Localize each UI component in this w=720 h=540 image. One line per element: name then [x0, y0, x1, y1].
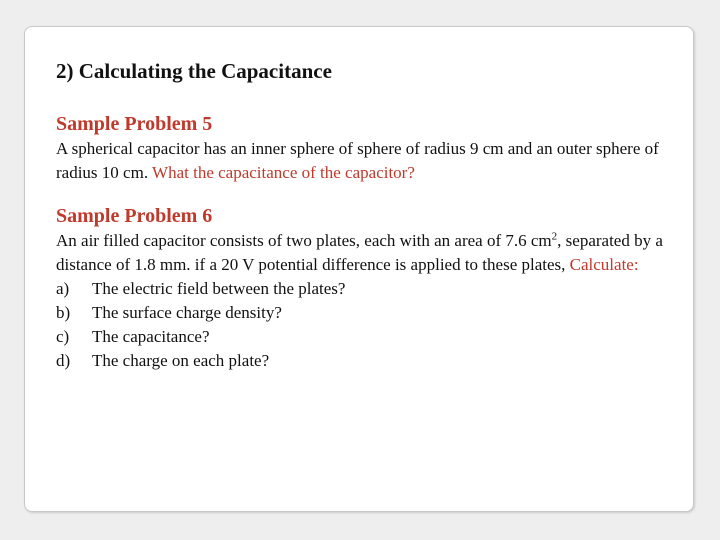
problem-5-heading: Sample Problem 5	[56, 113, 213, 135]
list-marker: a)	[56, 279, 70, 298]
slide-content	[56, 57, 696, 373]
list-item-text: The charge on each plate?	[92, 351, 270, 370]
problem-5-question: What the capacitance of the capacitor?	[152, 163, 415, 182]
problem-6-heading: Sample Problem 6	[56, 205, 213, 227]
list-item	[56, 301, 696, 325]
problem-6-statement-start: An air filled capacitor consists of two plates, each with an area of 7.6 cm	[56, 231, 552, 250]
problem-6-text	[56, 229, 696, 277]
slide-title: 2) Calculating the Capacitance	[56, 59, 332, 83]
list-marker: d)	[56, 351, 71, 370]
problem-6-statement-end: , separated by a distance of 1.8 mm. if a 20 V potential difference is applied to these plates,	[56, 231, 663, 274]
slide-frame	[24, 26, 694, 512]
problem-6-instruction: Calculate:	[569, 255, 639, 274]
list-item	[56, 325, 696, 349]
list-marker: b)	[56, 303, 71, 322]
list-marker: c)	[56, 327, 70, 346]
problem-5-text	[56, 137, 696, 185]
list-item	[56, 277, 696, 301]
list-item-text: The capacitance?	[92, 327, 210, 346]
problem-6-question-list	[56, 277, 696, 373]
list-item-text: The electric field between the plates?	[92, 279, 346, 298]
problem-5-statement: A spherical capacitor has an inner sphere of sphere of radius 9 cm and an outer sphere of radius 10 cm.	[56, 139, 659, 182]
list-item-text: The surface charge density?	[92, 303, 282, 322]
list-item	[56, 349, 696, 373]
unit-exponent: 2	[551, 230, 558, 243]
